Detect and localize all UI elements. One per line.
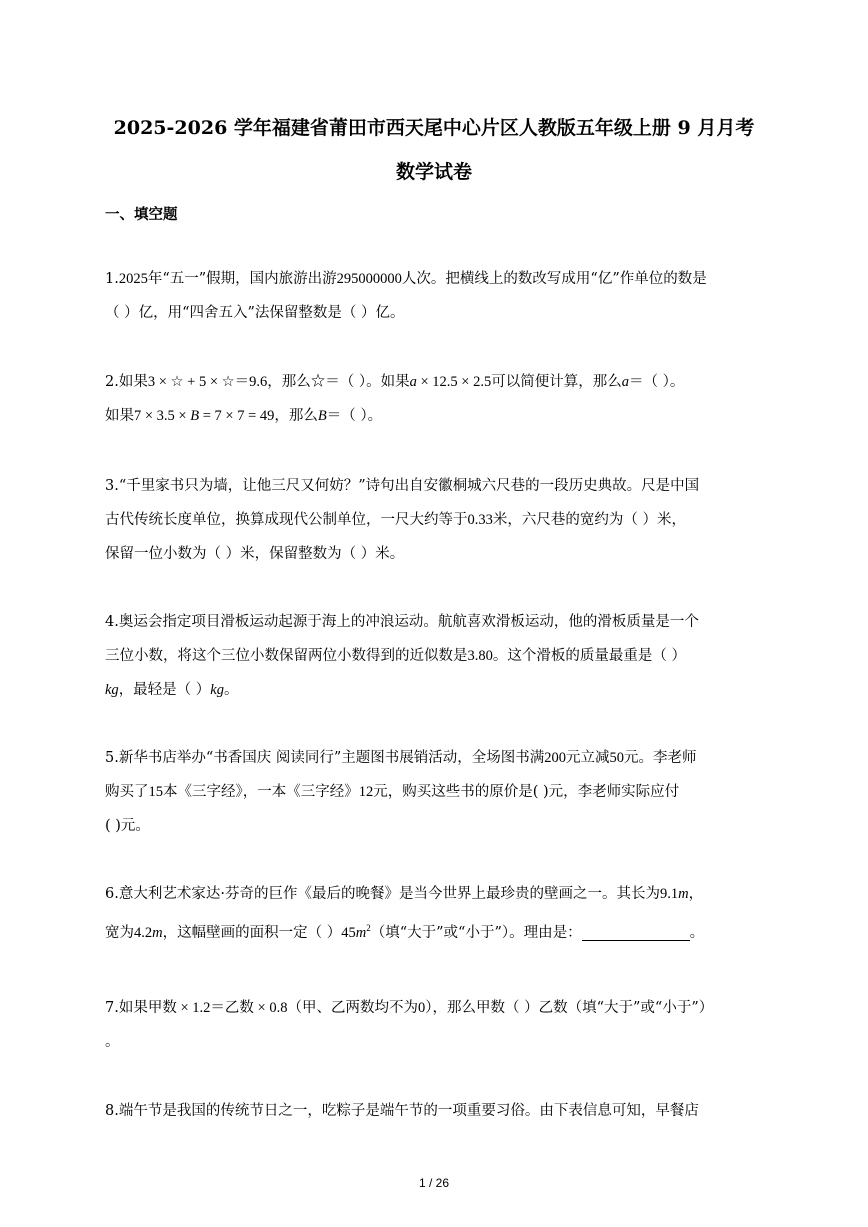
q2-text-c: 可以简便计算，那么 bbox=[491, 374, 622, 390]
q5-text-a: 5.新华书店举办“书香国庆 阅读同行”主题图书展销活动，全场图书满 bbox=[105, 750, 545, 766]
q4-text-c: ，最轻是（ ） bbox=[118, 682, 211, 698]
q2-var-b-2: B bbox=[317, 408, 327, 424]
q2-text-g: ＝（ ）。 bbox=[326, 408, 383, 424]
question-5 bbox=[105, 741, 765, 843]
q3-value: 0.33 bbox=[467, 512, 493, 528]
q5-value-2: 50 bbox=[609, 750, 625, 766]
q1-value: 295000000 bbox=[336, 271, 402, 287]
q6-text-e: （填“大于”或“小于”）。理由是： bbox=[370, 924, 582, 941]
question-7 bbox=[105, 991, 765, 1059]
q6-unit-3: m bbox=[355, 924, 367, 941]
q4-unit-2: kg bbox=[210, 682, 224, 698]
q5-text-e: 本《三字经》，一本《三字经》 bbox=[163, 784, 359, 800]
q7-text-a: 7.如果甲数 bbox=[105, 1000, 177, 1016]
document-title-line2: 数学试卷 bbox=[395, 161, 472, 183]
q5-value-4: 12 bbox=[358, 784, 374, 800]
q2-formula-1: 3 × ☆ + 5 × ☆＝9.6 bbox=[147, 374, 268, 390]
section-title: 一、填空题 bbox=[105, 206, 178, 223]
q2-formula-3: 7 × 3.5 × bbox=[134, 408, 191, 424]
q4-line1: 4.奥运会指定项目滑板运动起源于海上的冲浪运动。航航喜欢滑板运动，他的滑板质量是一个 bbox=[105, 614, 699, 630]
q3-line1: 3.“千里家书只为墙，让他三尺又何妨？”诗句出自安徽桐城六尺巷的一段历史典故。尺是中国 bbox=[105, 478, 700, 494]
q1-text: 年“五一”假期，国内旅游出游 bbox=[147, 271, 337, 287]
question-6 bbox=[105, 877, 765, 945]
q2-text-b: ，那么☆＝（ ）。如果 bbox=[267, 374, 410, 390]
q5-text-d: 购买了 bbox=[105, 784, 149, 800]
q7-text-c: （甲、乙两数均不为 bbox=[287, 1000, 418, 1016]
q7-text-b: ＝乙数 bbox=[210, 1000, 254, 1016]
q6-value-1: 9.1 bbox=[659, 886, 679, 902]
q1-line2: （ ）亿，用“四舍五入”法保留整数是（ ）亿。 bbox=[105, 305, 405, 321]
q6-text-d: ，这幅壁画的面积一定（ ） bbox=[162, 924, 342, 941]
question-2 bbox=[105, 365, 765, 433]
q4-unit-1: kg bbox=[105, 682, 119, 698]
q6-text-a: 6.意大利艺术家达·芬奇的巨作《最后的晚餐》是当今世界上最珍贵的壁画之一。其长为 bbox=[105, 886, 660, 902]
q7-formula-2: × 0.8 bbox=[253, 1000, 288, 1016]
question-3 bbox=[105, 469, 765, 571]
q2-text-d: ＝（ ）。 bbox=[628, 374, 685, 390]
question-4 bbox=[105, 605, 765, 707]
q5-line3: ( )元。 bbox=[105, 818, 150, 834]
q3-text-a: 古代传统长度单位，换算成现代公制单位，一尺大约等于 bbox=[105, 512, 468, 528]
q2-formula-2: × 12.5 × 2.5 bbox=[416, 374, 492, 390]
q6-value-3: 45 bbox=[341, 924, 356, 941]
q5-text-c: 元。李老师 bbox=[624, 750, 697, 766]
q6-exponent: 2 bbox=[366, 923, 371, 933]
q6-text-c: 宽为 bbox=[105, 924, 134, 941]
page-number: 1 / 26 bbox=[418, 1176, 450, 1190]
q5-text-f: 元，购买这些书的原价是( )元，李老师实际应付 bbox=[373, 784, 680, 800]
q5-value-1: 200 bbox=[544, 750, 567, 766]
q2-formula-4: = 7 × 7 = 49 bbox=[199, 408, 275, 424]
q6-value-2: 4.2 bbox=[134, 924, 153, 941]
q5-value-3: 15 bbox=[148, 784, 163, 800]
q7-value: 0 bbox=[417, 1000, 426, 1016]
q4-text-a: 三位小数，将这个三位小数保留两位小数得到的近似数是 bbox=[105, 648, 468, 664]
q2-var-b: B bbox=[190, 408, 200, 424]
q2-text-e: 如果 bbox=[105, 408, 134, 424]
q2-var-a-2: a bbox=[621, 374, 629, 390]
q7-formula-1: × 1.2 bbox=[176, 1000, 211, 1016]
q4-text-d: 。 bbox=[223, 682, 239, 698]
answer-blank bbox=[582, 922, 690, 941]
q4-value: 3.80 bbox=[467, 648, 493, 664]
document-title-line1: 2025-2026 学年福建省莆田市西天尾中心片区人教版五年级上册 9 月月考 bbox=[113, 117, 755, 139]
q1-number: 1. bbox=[105, 271, 119, 287]
q6-text-b: ， bbox=[688, 886, 704, 902]
q5-text-b: 元立减 bbox=[566, 750, 610, 766]
q3-text-b: 米，六尺巷的宽约为（ ）米， bbox=[492, 512, 686, 528]
q7-text-d: ），那么甲数（ ）乙数（填“大于”或“小于”） bbox=[425, 1000, 714, 1016]
q2-text-f: ，那么 bbox=[274, 408, 318, 424]
q6-text-f: 。 bbox=[689, 924, 705, 941]
q6-unit-2: m bbox=[152, 924, 163, 941]
q1-year: 2025 bbox=[118, 271, 148, 287]
q2-var-a: a bbox=[409, 374, 417, 390]
q8-line1: 8.端午节是我国的传统节日之一，吃粽子是端午节的一项重要习俗。由下表信息可知，早餐店 bbox=[105, 1103, 699, 1119]
question-8 bbox=[105, 1094, 765, 1128]
q4-text-b: 。这个滑板的质量最重是（ ） bbox=[492, 648, 686, 664]
question-1 bbox=[105, 262, 765, 330]
q3-line3: 保留一位小数为（ ）米，保留整数为（ ）米。 bbox=[105, 546, 405, 562]
q7-line2: 。 bbox=[105, 1034, 120, 1050]
q2-text-a: 2.如果 bbox=[105, 374, 148, 390]
q1-text-end: 人次。把横线上的数改写成用“亿”作单位的数是 bbox=[401, 271, 707, 287]
q6-unit-1: m bbox=[678, 886, 689, 902]
